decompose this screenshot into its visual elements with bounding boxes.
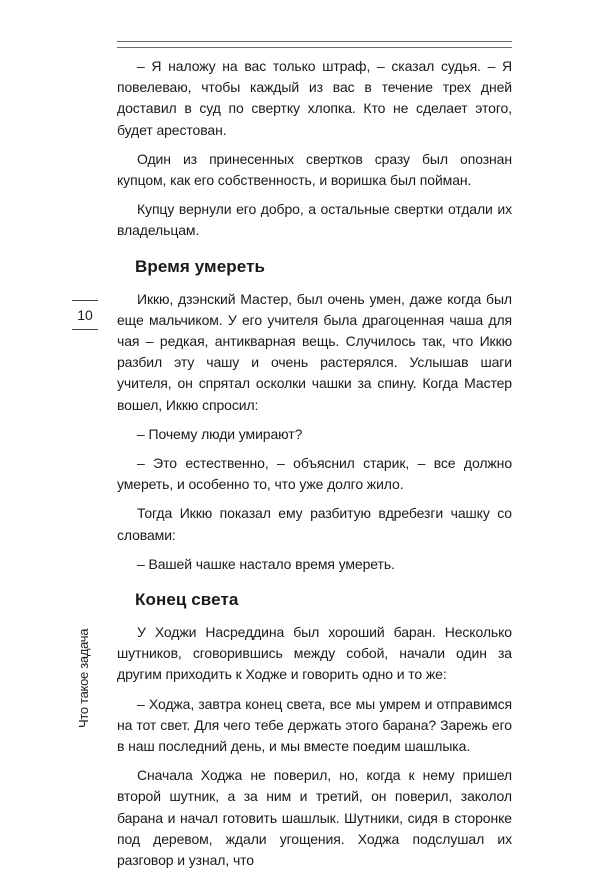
paragraph: – Вашей чашке настало время умереть. <box>137 555 395 572</box>
paragraph: Иккю, дзэнский Мастер, был очень умен, даже когда был еще мальчиком. У его учителя была драгоценная чаша для чая – редкая, антикварная вещь. Случилось так, что Иккю разбил эту чашу и очень растерялся. Услышав шаги учителя, он спрятал осколки чашки за спину. Когда Мастер вошел, Иккю спросил: <box>117 290 512 413</box>
page-number-block <box>72 300 98 330</box>
section-heading: Время умереть <box>135 256 266 276</box>
paragraph: Один из принесенных свертков сразу был опознан купцом, как его собственность, и воришка был пойман. <box>117 150 512 189</box>
header-rule-bottom <box>117 47 512 48</box>
paragraph: – Ходжа, завтра конец света, все мы умрем и отправимся на тот свет. Для чего тебе держать этого барана? Зарежь его в наш последний день, и мы вместе поедим шашлыка. <box>117 695 512 755</box>
header-rule-top <box>117 41 512 42</box>
section-heading: Конец света <box>135 590 239 610</box>
running-head: Что такое задача <box>76 628 91 728</box>
page-number: 10 <box>77 307 93 323</box>
paragraph: – Я наложу на вас только штраф, – сказал судья. – Я повелеваю, чтобы каждый из вас в течение трех дней доставил в суд по свертку хлопка. Кто не сделает этого, будет арестован. <box>117 58 512 138</box>
paragraph: У Ходжи Насреддина был хороший баран. Несколько шутников, сговорившись между собой, начали один за другим приходить к Ходже и говорить одно и то же: <box>117 624 512 683</box>
paragraph: Сначала Ходжа не поверил, но, когда к нему пришел второй шутник, а за ним и третий, он поверил, заколол барана и начал готовить шашлык. Шутники, сидя в сторонке под деревом, ждали угощения. Ходжа подслушал их разговор и узнал, что <box>117 767 512 869</box>
page-content <box>117 56 512 879</box>
paragraph: Купцу вернули его добро, а остальные свертки отдали их владельцам. <box>117 201 512 239</box>
paragraph: – Почему люди умирают? <box>137 425 303 442</box>
paragraph: Тогда Иккю показал ему разбитую вдребезги чашку со словами: <box>117 505 512 543</box>
page-number-rule-bottom <box>72 329 98 330</box>
paragraph: – Это естественно, – объяснил старик, – все должно умереть, и особенно то, что уже долго жило. <box>117 455 512 493</box>
